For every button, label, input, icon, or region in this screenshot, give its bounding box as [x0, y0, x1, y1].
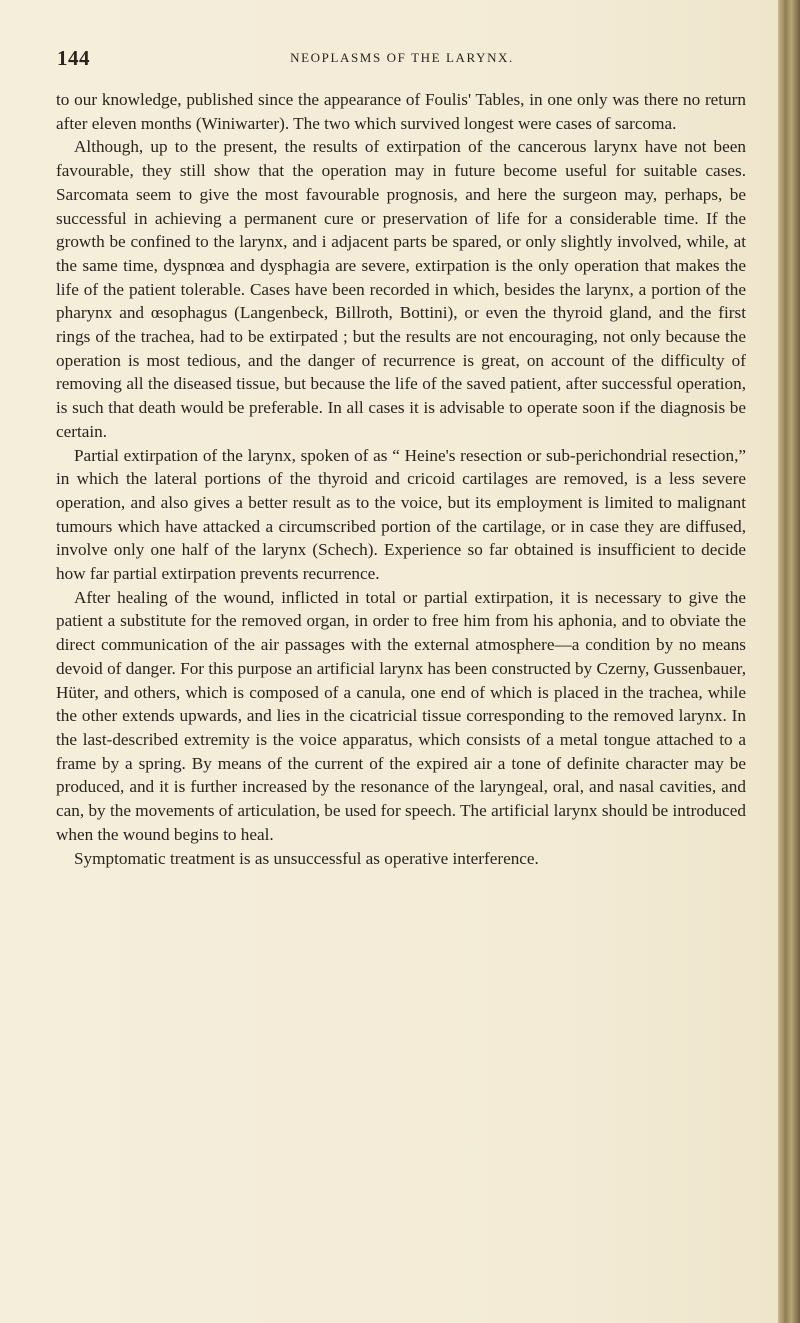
page-header — [57, 46, 747, 70]
paragraph-symptomatic-treatment: Symptomatic treatment is as unsuccessful as operative interference. — [74, 848, 539, 868]
body-text — [56, 88, 746, 870]
page-number: 144 — [57, 46, 90, 70]
paragraph-partial-extirpation: Partial extirpation of the larynx, spoken of as “ Heine's resection or sub-perichondrial resection,” in which the lateral portions of the thyroid and cricoid cartilages are removed, is a less severe operation, and also gives a better result as to the voice, but its employment is limited to malignant tumours which have attacked a circumscribed portion of the cartilage, or in case they are diffused, involve only one half of the larynx (Schech). Experience so far obtained is insufficient to decide how far partial extirpation prevents recurrence. — [56, 445, 746, 584]
page-edge-binding — [778, 0, 800, 1323]
paragraph-continued: to our knowledge, published since the appearance of Foulis' Tables, in one only was there no return after eleven months (Winiwarter). The two which survived longest were cases of sarcoma. — [56, 90, 746, 133]
running-title: NEOPLASMS OF THE LARYNX. — [290, 50, 514, 65]
paragraph-extirpation-results: Although, up to the present, the results of extirpation of the cancerous larynx have not been favourable, they still show that the operation may in future become useful for suitable cases. Sarcomata seem to give the most favourable prognosis, and here the surgeon may, perhaps, be successful in achieving a permanent cure or preservation of life for a considerable time. If the growth be confined to the larynx, and i adjacent parts be spared, or only slightly involved, while, at the same time, dyspnœa and dysphagia are severe, extirpation is the only operation that makes the life of the patient tolerable. Cases have been recorded in which, besides the larynx, a portion of the pharynx and œsophagus (Langenbeck, Billroth, Bottini), or even the thyroid gland, and the first rings of the trachea, had to be extirpated ; but the results are not encouraging, not only because the operation is most tedious, and the danger of recurrence is great, on account of the difficulty of removing all the diseased tissue, but because the life of the saved patient, after successful operation, is such that death would be preferable. In all cases it is advisable to operate soon if the diagnosis be certain. — [56, 137, 746, 441]
paragraph-artificial-larynx: After healing of the wound, inflicted in total or partial extirpation, it is necessary to give the patient a substitute for the removed organ, in order to free him from his aphonia, and to obviate the direct communication of the air passages with the external atmosphere—a condition by no means devoid of danger. For this purpose an artificial larynx has been constructed by Czerny, Gussenbauer, Hüter, and others, which is composed of a canula, one end of which is placed in the trachea, while the other extends upwards, and lies in the cicatricial tissue corresponding to the removed larynx. In the last-described extremity is the voice apparatus, which consists of a metal tongue attached to a frame by a spring. By means of the current of the expired air a tone of definite character may be produced, and it is further increased by the resonance of the laryngeal, oral, and nasal cavities, and can, by the movements of articulation, be used for speech. The artificial larynx should be introduced when the wound begins to heal. — [56, 587, 746, 844]
